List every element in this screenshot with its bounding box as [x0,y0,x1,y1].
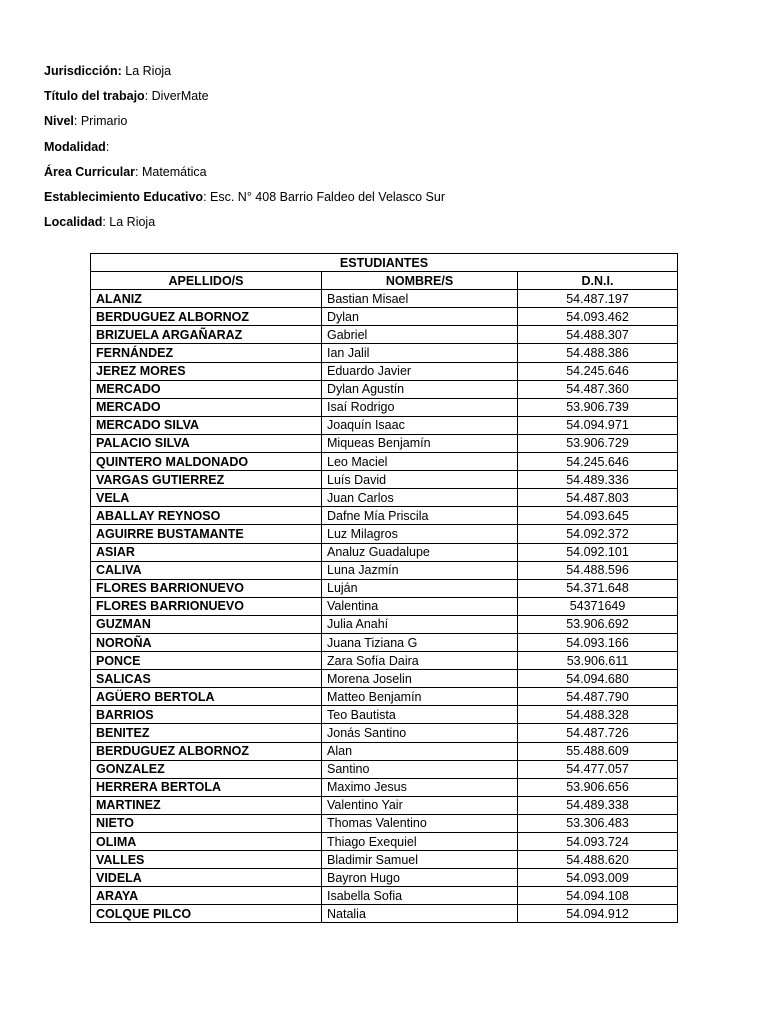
table-row [91,543,678,561]
student-name-cell: Isaí Rodrigo [322,398,518,416]
locality-label: Localidad [44,215,103,230]
student-dni-cell: 54.092.101 [518,543,678,561]
school-value: : Esc. N° 408 Barrio Faldeo del Velasco Sur [203,189,446,204]
table-row [91,507,678,525]
table-row [91,380,678,398]
student-surname-cell: VALLES [91,851,322,869]
student-name-cell: Bladimir Samuel [322,851,518,869]
student-surname-cell: ALANIZ [91,290,322,308]
student-dni-cell: 53.906.729 [518,434,678,452]
student-surname-cell: BERDUGUEZ ALBORNOZ [91,308,322,326]
student-surname-cell: GONZALEZ [91,760,322,778]
locality-line [44,214,734,239]
student-dni-cell: 54371649 [518,597,678,615]
student-dni-cell: 53.306.483 [518,814,678,832]
student-name-cell: Ian Jalil [322,344,518,362]
jurisdiction-label: Jurisdicción: [44,64,122,78]
student-name-cell: Luz Milagros [322,525,518,543]
work-title-label: Título del trabajo [44,89,145,104]
student-surname-cell: COLQUE PILCO [91,905,322,923]
table-row [91,362,678,380]
student-dni-cell: 54.094.971 [518,416,678,434]
table-row [91,851,678,869]
table-row [91,398,678,416]
student-name-cell: Julia Anahí [322,615,518,633]
student-surname-cell: FLORES BARRIONUEVO [91,597,322,615]
student-dni-cell: 54.488.620 [518,851,678,869]
student-dni-cell: 54.487.197 [518,290,678,308]
student-dni-cell: 54.488.307 [518,326,678,344]
modality-value: : [105,139,110,154]
student-dni-cell: 54.094.912 [518,905,678,923]
student-dni-cell: 54.245.646 [518,453,678,471]
students-table [90,253,678,923]
student-name-cell: Gabriel [322,326,518,344]
students-table-body [91,290,678,923]
student-dni-cell: 54.371.648 [518,579,678,597]
student-surname-cell: NOROÑA [91,633,322,651]
column-header-surname: APELLIDO/S [91,272,322,290]
table-row [91,887,678,905]
table-row [91,434,678,452]
student-dni-cell: 54.093.724 [518,833,678,851]
student-name-cell: Dylan Agustín [322,380,518,398]
student-name-cell: Thiago Exequiel [322,833,518,851]
table-row [91,525,678,543]
column-header-dni: D.N.I. [518,272,678,290]
table-row [91,688,678,706]
student-name-cell: Maximo Jesus [322,778,518,796]
student-dni-cell: 54.094.108 [518,887,678,905]
table-row [91,489,678,507]
locality-value: : La Rioja [102,215,156,230]
table-row [91,796,678,814]
student-name-cell: Leo Maciel [322,453,518,471]
student-name-cell: Analuz Guadalupe [322,543,518,561]
student-name-cell: Morena Joselin [322,670,518,688]
student-name-cell: Luján [322,579,518,597]
table-row [91,814,678,832]
student-surname-cell: BRIZUELA ARGAÑARAZ [91,326,322,344]
table-title: ESTUDIANTES [91,254,678,272]
student-surname-cell: AGÜERO BERTOLA [91,688,322,706]
student-surname-cell: HERRERA BERTOLA [91,778,322,796]
student-surname-cell: AGUIRRE BUSTAMANTE [91,525,322,543]
student-surname-cell: FLORES BARRIONUEVO [91,579,322,597]
modality-line [44,139,734,164]
student-name-cell: Thomas Valentino [322,814,518,832]
student-name-cell: Santino [322,760,518,778]
student-surname-cell: MERCADO SILVA [91,416,322,434]
table-row [91,453,678,471]
table-row [91,724,678,742]
student-name-cell: Bastian Misael [322,290,518,308]
table-title-row [91,254,678,272]
student-surname-cell: PALACIO SILVA [91,434,322,452]
table-row [91,471,678,489]
table-row [91,633,678,651]
student-surname-cell: QUINTERO MALDONADO [91,453,322,471]
table-row [91,326,678,344]
student-surname-cell: ARAYA [91,887,322,905]
student-dni-cell: 53.906.656 [518,778,678,796]
student-surname-cell: NIETO [91,814,322,832]
student-name-cell: Zara Sofía Daira [322,652,518,670]
level-value: : Primario [73,114,128,129]
student-name-cell: Valentina [322,597,518,615]
table-row [91,670,678,688]
student-name-cell: Joaquín Isaac [322,416,518,434]
level-label: Nivel [44,114,74,129]
document-header [44,63,734,239]
student-name-cell: Natalia [322,905,518,923]
curricular-area-label: Área Curricular [44,164,136,179]
student-name-cell: Valentino Yair [322,796,518,814]
student-dni-cell: 53.906.739 [518,398,678,416]
student-dni-cell: 54.489.338 [518,796,678,814]
student-surname-cell: VARGAS GUTIERREZ [91,471,322,489]
student-name-cell: Luna Jazmín [322,561,518,579]
student-surname-cell: BERDUGUEZ ALBORNOZ [91,742,322,760]
table-row [91,760,678,778]
work-title-value: : DiverMate [144,89,209,104]
student-surname-cell: VIDELA [91,869,322,887]
student-dni-cell: 54.093.009 [518,869,678,887]
student-surname-cell: JEREZ MORES [91,362,322,380]
student-name-cell: Eduardo Javier [322,362,518,380]
column-header-name: NOMBRE/S [322,272,518,290]
student-surname-cell: MARTINEZ [91,796,322,814]
school-line [44,189,734,214]
student-name-cell: Isabella Sofia [322,887,518,905]
student-name-cell: Juana Tiziana G [322,633,518,651]
table-row [91,652,678,670]
student-name-cell: Dylan [322,308,518,326]
student-dni-cell: 54.094.680 [518,670,678,688]
student-name-cell: Matteo Benjamín [322,688,518,706]
student-surname-cell: PONCE [91,652,322,670]
student-name-cell: Teo Bautista [322,706,518,724]
table-row [91,416,678,434]
student-surname-cell: MERCADO [91,380,322,398]
table-row [91,833,678,851]
jurisdiction-value: La Rioja [121,64,172,78]
student-dni-cell: 53.906.692 [518,615,678,633]
modality-label: Modalidad [44,139,106,154]
student-dni-cell: 54.487.803 [518,489,678,507]
student-surname-cell: SALICAS [91,670,322,688]
student-dni-cell: 55.488.609 [518,742,678,760]
table-row [91,742,678,760]
table-row [91,344,678,362]
table-row [91,308,678,326]
curricular-area-line [44,164,734,189]
student-name-cell: Jonás Santino [322,724,518,742]
student-surname-cell: BENITEZ [91,724,322,742]
student-dni-cell: 54.488.328 [518,706,678,724]
table-row [91,615,678,633]
table-row [91,579,678,597]
table-row [91,597,678,615]
table-row [91,561,678,579]
table-row [91,706,678,724]
student-surname-cell: GUZMAN [91,615,322,633]
table-row [91,905,678,923]
student-dni-cell: 54.487.790 [518,688,678,706]
table-row [91,778,678,796]
student-dni-cell: 54.093.645 [518,507,678,525]
student-name-cell: Luís David [322,471,518,489]
student-dni-cell: 54.477.057 [518,760,678,778]
student-dni-cell: 54.489.336 [518,471,678,489]
student-surname-cell: FERNÁNDEZ [91,344,322,362]
student-surname-cell: ABALLAY REYNOSO [91,507,322,525]
student-surname-cell: CALIVA [91,561,322,579]
table-header-row [91,272,678,290]
student-surname-cell: ASIAR [91,543,322,561]
student-name-cell: Juan Carlos [322,489,518,507]
student-name-cell: Miqueas Benjamín [322,434,518,452]
table-row [91,869,678,887]
student-dni-cell: 54.245.646 [518,362,678,380]
table-row [91,290,678,308]
work-title-line [44,88,734,113]
student-dni-cell: 54.488.386 [518,344,678,362]
school-label: Establecimiento Educativo [44,189,204,204]
student-dni-cell: 54.487.726 [518,724,678,742]
level-line [44,113,734,138]
curricular-area-value: : Matemática [135,164,207,179]
student-surname-cell: MERCADO [91,398,322,416]
student-surname-cell: BARRIOS [91,706,322,724]
student-dni-cell: 53.906.611 [518,652,678,670]
student-name-cell: Bayron Hugo [322,869,518,887]
student-dni-cell: 54.092.372 [518,525,678,543]
student-dni-cell: 54.093.166 [518,633,678,651]
student-dni-cell: 54.488.596 [518,561,678,579]
student-dni-cell: 54.093.462 [518,308,678,326]
student-dni-cell: 54.487.360 [518,380,678,398]
jurisdiction-line [44,63,734,88]
student-surname-cell: VELA [91,489,322,507]
student-surname-cell: OLIMA [91,833,322,851]
student-name-cell: Alan [322,742,518,760]
student-name-cell: Dafne Mía Priscila [322,507,518,525]
